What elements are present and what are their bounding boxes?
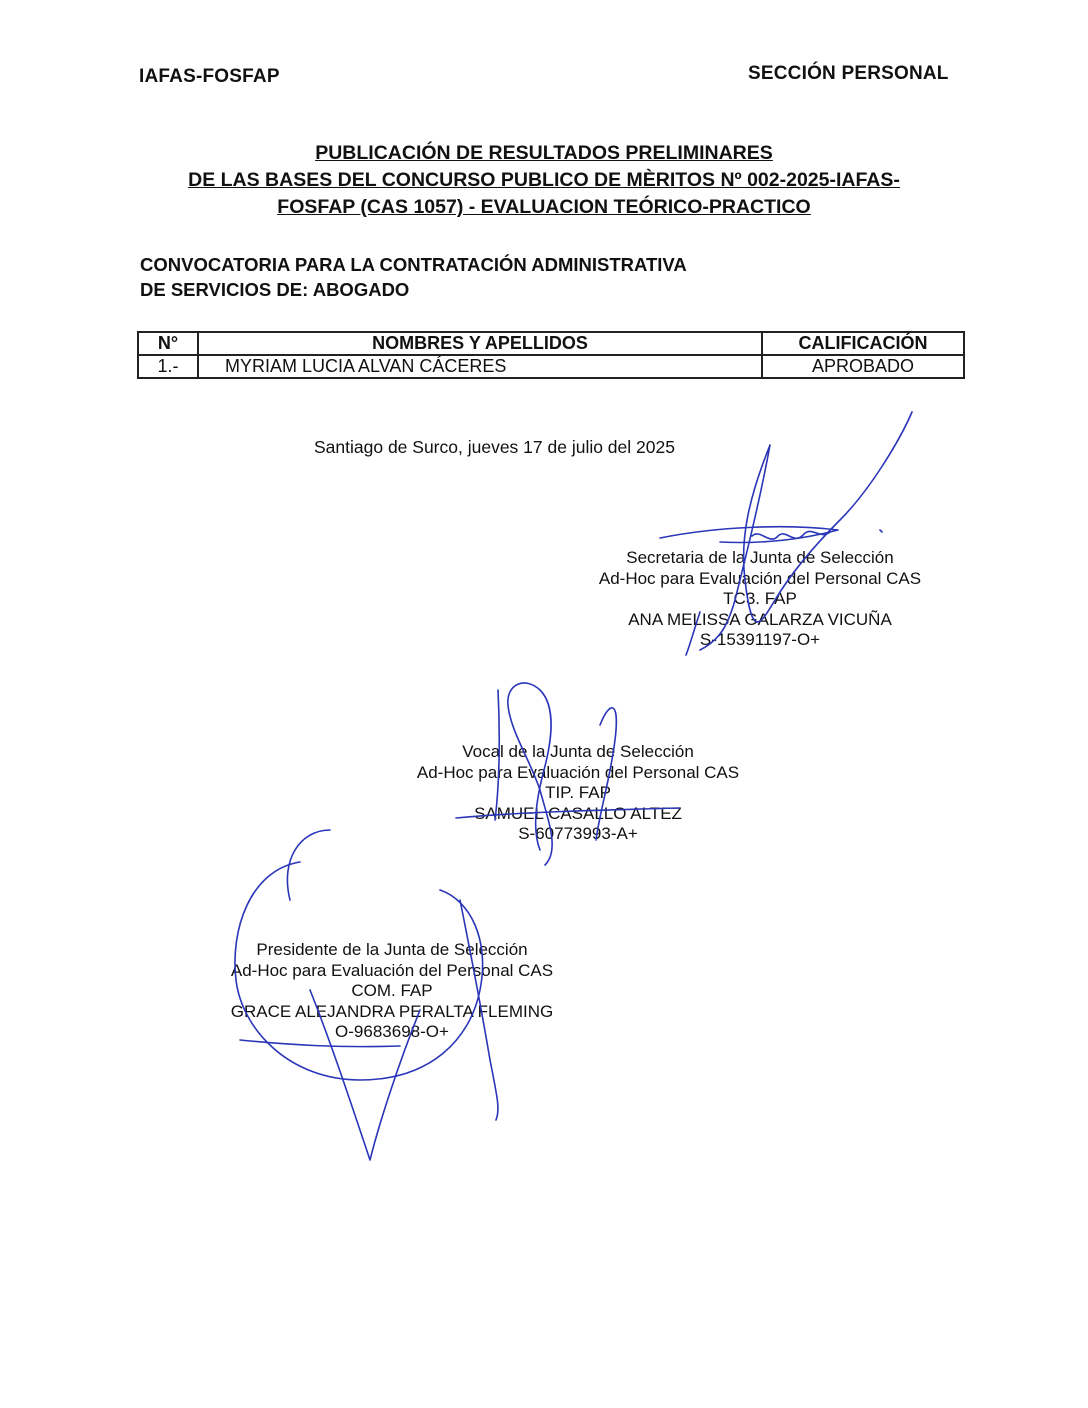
col-header-name: NOMBRES Y APELLIDOS — [198, 332, 762, 355]
signature-secretary-stroke — [880, 530, 882, 532]
signatory-committee: Ad-Hoc para Evaluación del Personal CAS — [230, 960, 554, 980]
signatory-rank: TC3. FAP — [723, 589, 797, 608]
table-row — [138, 355, 964, 378]
document-title — [0, 140, 1088, 221]
title-line-2: DE LAS BASES DEL CONCURSO PUBLICO DE MÈRITOS Nº 002-2025-IAFAS- — [188, 169, 900, 191]
title-line-3: FOSFAP (CAS 1057) - EVALUACION TEÓRICO-PRACTICO — [277, 196, 811, 218]
signatory-secretary — [592, 548, 928, 651]
signatory-name: ANA MELISSA GALARZA VICUÑA — [628, 609, 892, 629]
signature-secretary-stroke — [660, 527, 838, 543]
convocatoria-line-2: DE SERVICIOS DE: ABOGADO — [140, 279, 410, 300]
signatory-rank: TIP. FAP — [545, 783, 611, 802]
table-header-row — [138, 332, 964, 355]
signatory-role: Presidente de la Junta de Selección — [256, 940, 528, 959]
convocatoria-block — [140, 252, 687, 302]
cell-name: MYRIAM LUCIA ALVAN CÁCERES — [198, 355, 762, 378]
signatory-role: Vocal de la Junta de Selección — [462, 742, 694, 761]
cell-result: APROBADO — [762, 355, 964, 378]
cell-number: 1.- — [138, 355, 198, 378]
signatory-vocal — [408, 742, 748, 845]
signatory-president — [214, 940, 570, 1043]
col-header-number: N° — [138, 332, 198, 355]
date-line: Santiago de Surco, jueves 17 de julio del 2025 — [314, 437, 675, 457]
signatory-id: O-9683698-O+ — [335, 1022, 449, 1041]
convocatoria-line-1: CONVOCATORIA PARA LA CONTRATACIÓN ADMINISTRATIVA — [140, 254, 687, 275]
col-header-result: CALIFICACIÓN — [762, 332, 964, 355]
title-line-1: PUBLICACIÓN DE RESULTADOS PRELIMINARES — [315, 142, 773, 164]
signatory-committee: Ad-Hoc para Evaluación del Personal CAS — [416, 762, 740, 782]
signatory-name: GRACE ALEJANDRA PERALTA FLEMING — [230, 1001, 554, 1021]
results-table — [137, 331, 965, 379]
signature-secretary-stroke — [752, 531, 830, 539]
signatory-rank: COM. FAP — [351, 981, 433, 1000]
signature-president-stroke — [287, 830, 330, 900]
signatory-committee: Ad-Hoc para Evaluación del Personal CAS — [598, 568, 922, 588]
signatory-name: SAMUEL CASALLO ALTEZ — [474, 803, 682, 823]
signatory-id: S-15391197-O+ — [699, 630, 821, 649]
signatory-id: S-60773993-A+ — [518, 824, 638, 843]
header-right-section: SECCIÓN PERSONAL — [748, 63, 949, 84]
signatory-role: Secretaria de la Junta de Selección — [626, 548, 894, 567]
header-left-org: IAFAS-FOSFAP — [139, 66, 280, 87]
